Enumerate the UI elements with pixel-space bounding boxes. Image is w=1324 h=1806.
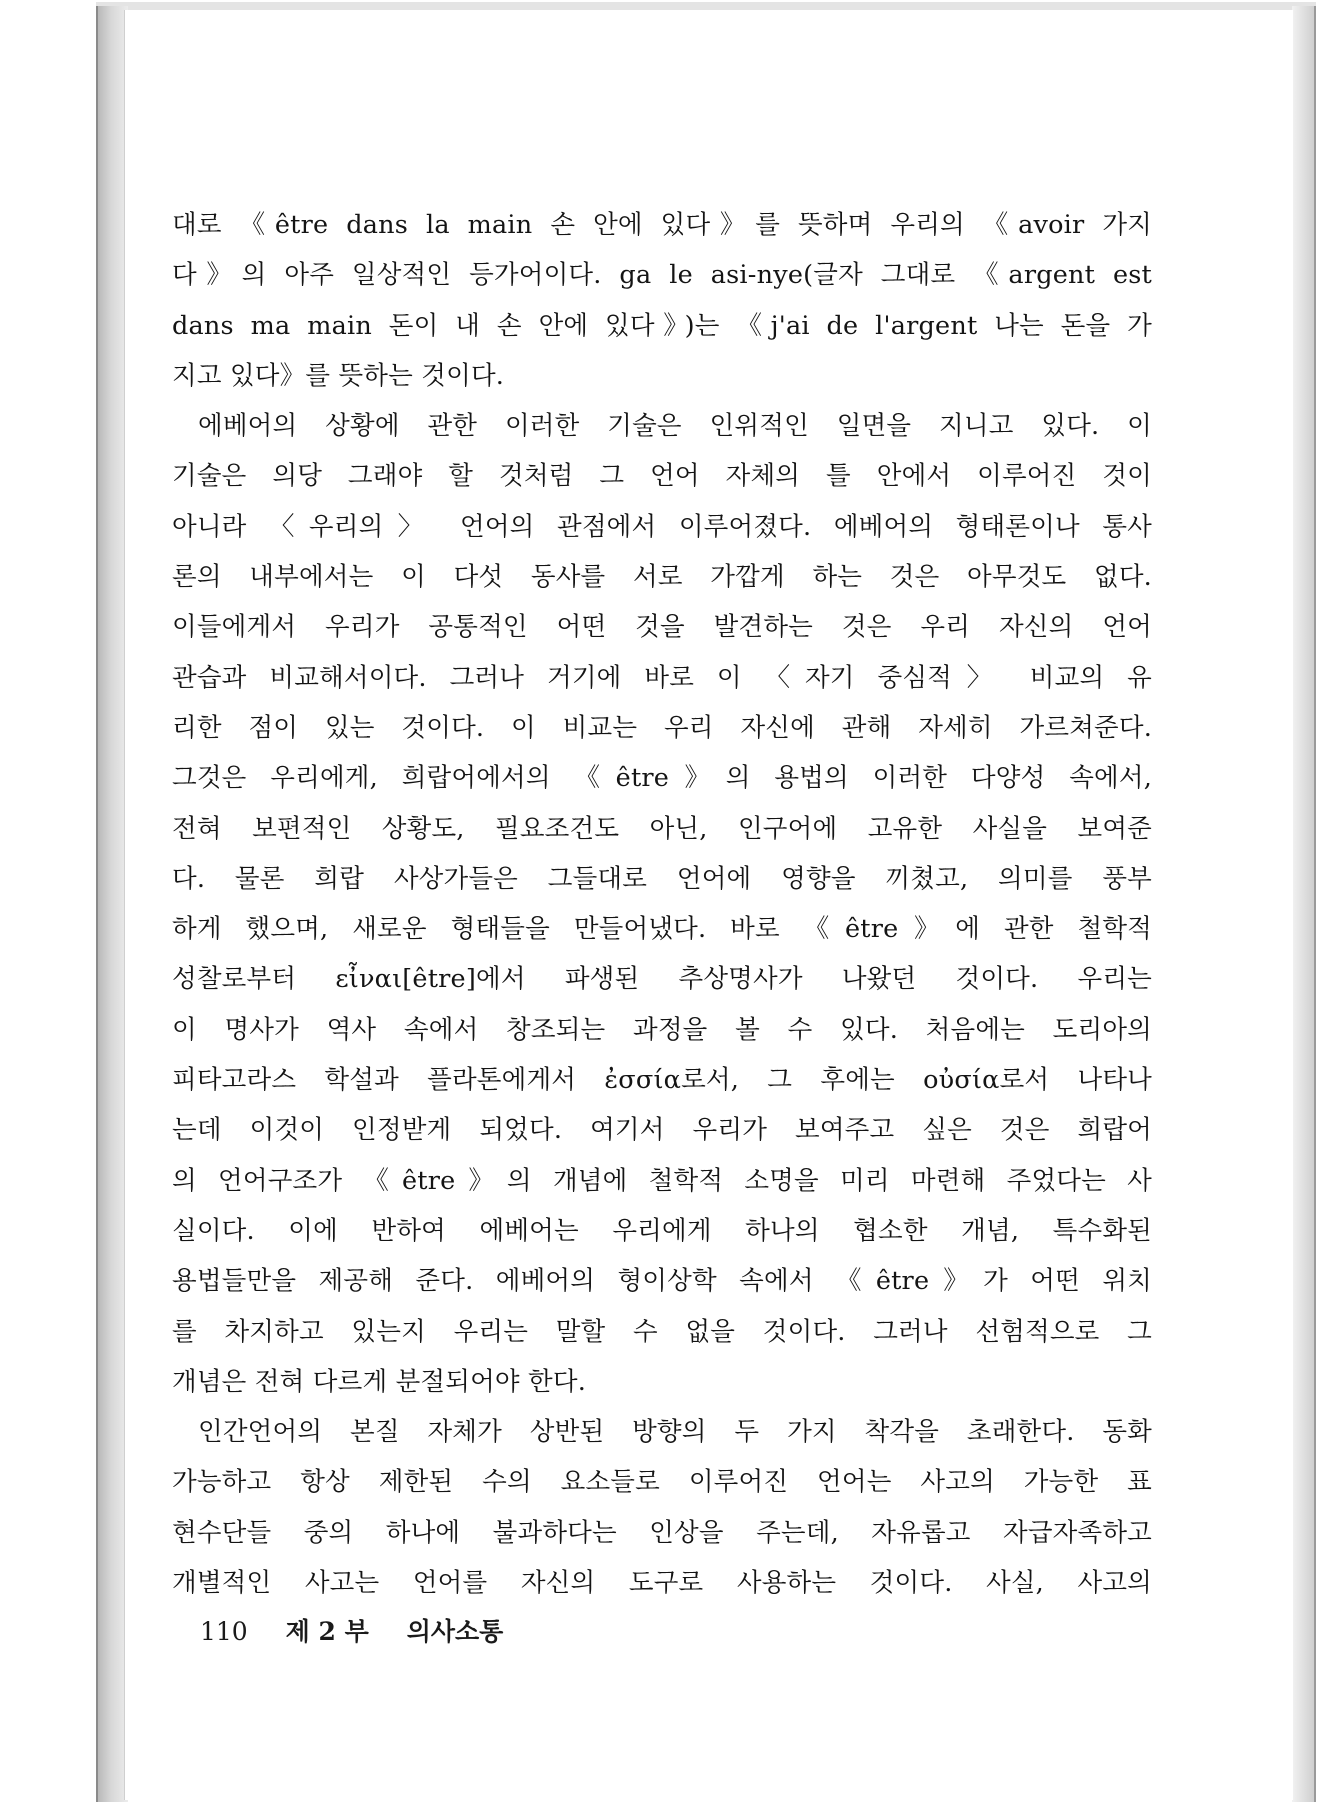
text-line: 아니라 〈우리의〉 언어의 관점에서 이루어졌다. 에베어의 형태론이나 통사	[172, 511, 1152, 542]
text-line: 관습과 비교해서이다. 그러나 거기에 바로 이 〈자기 중심적〉 비교의 유	[172, 662, 1152, 693]
text-line: 하게 했으며, 새로운 형태들을 만들어냈다. 바로 《être》에 관한 철학적	[172, 914, 1152, 945]
text-line: 다》의 아주 일상적인 등가어이다. ga le asi-nye(글자 그대로 《argent est	[172, 260, 1152, 291]
body-text	[172, 200, 1152, 1608]
text-line: 대로 《être dans la main 손 안에 있다》를 뜻하며 우리의 《avoir 가지	[172, 210, 1152, 240]
text-line: 가능하고 항상 제한된 수의 요소들로 이루어진 언어는 사고의 가능한 표	[172, 1467, 1152, 1498]
page-edge-right	[1292, 6, 1316, 1802]
text-line: 실이다. 이에 반하여 에베어는 우리에게 하나의 협소한 개념, 특수화된	[172, 1215, 1152, 1246]
text-line: 에베어의 상황에 관한 이러한 기술은 인위적인 일면을 지니고 있다. 이	[198, 411, 1152, 442]
section-title: 의사소통	[406, 1617, 504, 1646]
paragraph-1	[172, 200, 1152, 401]
text-line: 개별적인 사고는 언어를 자신의 도구로 사용하는 것이다. 사실, 사고의	[172, 1568, 1152, 1599]
page-number: 110	[200, 1617, 248, 1646]
text-line: 리한 점이 있는 것이다. 이 비교는 우리 자신에 관해 자세히 가르쳐준다.	[172, 712, 1152, 743]
text-line: 다. 물론 희랍 사상가들은 그들대로 언어에 영향을 끼쳤고, 의미를 풍부	[172, 863, 1152, 894]
text-line: 성찰로부터 εἶναι[être]에서 파생된 추상명사가 나왔던 것이다. 우리는	[172, 964, 1152, 995]
page-footer	[200, 1612, 503, 1648]
text-line: 의 언어구조가 《être》의 개념에 철학적 소명을 미리 마련해 주었다는 사	[172, 1165, 1152, 1196]
part-label: 제 2 부	[285, 1617, 369, 1646]
text-line: dans ma main 돈이 내 손 안에 있다》)는 《j'ai de l'argent 나는 돈을 가	[172, 310, 1152, 341]
text-line: 지고 있다》를 뜻하는 것이다.	[172, 360, 505, 391]
text-line: 개념은 전혀 다르게 분절되어야 한다.	[172, 1366, 587, 1397]
text-line: 현수단들 중의 하나에 불과하다는 인상을 주는데, 자유롭고 자급자족하고	[172, 1517, 1152, 1548]
text-line: 용법들만을 제공해 준다. 에베어의 형이상학 속에서 《être》가 어떤 위치	[172, 1266, 1152, 1297]
text-line: 론의 내부에서는 이 다섯 동사를 서로 가깝게 하는 것은 아무것도 없다.	[172, 562, 1152, 593]
text-line: 를 차지하고 있는지 우리는 말할 수 없을 것이다. 그러나 선험적으로 그	[172, 1316, 1152, 1347]
text-line: 피타고라스 학설과 플라톤에게서 ἐσσία로서, 그 후에는 οὐσία로서 나타나	[172, 1065, 1152, 1096]
text-line: 인간언어의 본질 자체가 상반된 방향의 두 가지 착각을 초래한다. 동화	[198, 1417, 1152, 1448]
text-line: 이들에게서 우리가 공통적인 어떤 것을 발견하는 것은 우리 자신의 언어	[172, 612, 1152, 643]
paragraph-2	[172, 401, 1152, 1407]
text-line: 전혀 보편적인 상황도, 필요조건도 아닌, 인구어에 고유한 사실을 보여준	[172, 813, 1152, 844]
text-line: 이 명사가 역사 속에서 창조되는 과정을 볼 수 있다. 처음에는 도리아의	[172, 1014, 1152, 1045]
text-line: 기술은 의당 그래야 할 것처럼 그 언어 자체의 틀 안에서 이루어진 것이	[172, 461, 1152, 492]
text-line: 그것은 우리에게, 희랍어에서의 《être》의 용법의 이러한 다양성 속에서,	[172, 763, 1152, 794]
text-line: 는데 이것이 인정받게 되었다. 여기서 우리가 보여주고 싶은 것은 희랍어	[172, 1115, 1152, 1146]
paragraph-3	[172, 1407, 1152, 1608]
